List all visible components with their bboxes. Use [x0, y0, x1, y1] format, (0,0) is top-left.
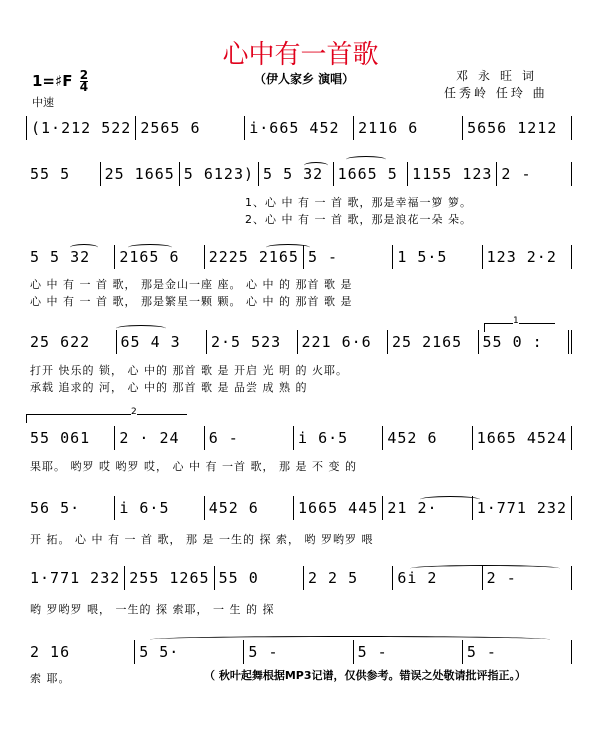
measure: 221 6·6: [298, 330, 389, 354]
measure: 452 6: [383, 426, 472, 450]
slur: [346, 156, 386, 163]
measure: 2 · 24: [115, 426, 204, 450]
lyric-line: 承载 追求的 河， 心 中的 那首 歌 是 品尝 成 熟 的: [30, 381, 308, 394]
measure: 1665 445: [294, 496, 383, 520]
key-signature: [32, 70, 88, 93]
footnote: （ 秋叶起舞根据MP3记谱，仅供参考。错误之处敬请批评指正。）: [204, 669, 526, 682]
time-signature: [80, 70, 88, 93]
measure: 6 -: [205, 426, 294, 450]
measure: i 6·5: [115, 496, 204, 520]
score-system: [26, 496, 572, 520]
measure: 55 061: [26, 426, 115, 450]
measure: 65 4 3: [117, 330, 208, 354]
tempo-marking: 中速: [32, 96, 54, 109]
measure: 55 0: [215, 566, 304, 590]
measure: 2565 6: [136, 116, 245, 140]
measure: 5 5 32: [26, 245, 115, 269]
lyric-line: 心 中 有 一 首 歌， 那是繁星一颗 颗。 心 中 的 那首 歌 是: [30, 295, 353, 308]
measure: 1665 5: [334, 162, 409, 186]
slur: [420, 496, 480, 503]
measure: 5 -: [244, 640, 353, 664]
volta-2-label: 2: [131, 407, 137, 417]
volta-bracket-2: [26, 407, 187, 423]
measure: 452 6: [205, 496, 294, 520]
score-system: [26, 162, 572, 186]
measure: 21 2·: [383, 496, 472, 520]
measure: 1·771 232: [26, 566, 125, 590]
lyric-line: 心 中 有 一 首 歌， 那是金山一座 座。 心 中 的 那首 歌 是: [30, 278, 353, 291]
slur: [266, 244, 310, 251]
measure: 2·5 523: [207, 330, 298, 354]
score-system: [26, 640, 572, 664]
lyricist-credit: 邓永旺词: [456, 69, 545, 83]
measure: 2 2 5: [304, 566, 393, 590]
song-title: 心中有一首歌: [222, 40, 379, 70]
measure: 5 5·: [135, 640, 244, 664]
slur: [116, 325, 166, 332]
slur: [304, 162, 328, 169]
lyric-line: 哟 罗哟罗 喂， 一生的 探 索耶， 一 生 的 探: [30, 603, 275, 616]
lyric-line: 开 拓。 心 中 有 一 首 歌， 那 是 一生的 探 索， 哟 罗哟罗 喂: [30, 533, 374, 546]
measure: 25 622: [26, 330, 117, 354]
time-top: 2: [79, 68, 89, 82]
measure: i 6·5: [294, 426, 383, 450]
measure: 1·771 232: [473, 496, 572, 520]
measure: 55 5: [26, 162, 101, 186]
measure: 25 1665: [101, 162, 180, 186]
lyric-line: 索 耶。: [30, 672, 71, 685]
measure: 255 1265: [125, 566, 214, 590]
measure: 5 5 32: [259, 162, 334, 186]
measure: 2 16: [26, 640, 135, 664]
measure: 6i 2: [393, 566, 482, 590]
measure: 56 5·: [26, 496, 115, 520]
measure: 2 -: [497, 162, 572, 186]
volta-1-label: 1: [513, 316, 519, 326]
measure: 5 -: [354, 640, 463, 664]
measure: 2 -: [483, 566, 572, 590]
lyric-line: 打开 快乐的 锁， 心 中的 那首 歌 是 开启 光 明 的 火耶。: [30, 364, 348, 377]
score-system: [26, 116, 572, 140]
measure: 123 2·2: [483, 245, 572, 269]
measure: 5 6123): [180, 162, 259, 186]
singer-credit: （伊人家乡 演唱）: [254, 72, 355, 86]
measure: 25 2165: [388, 330, 479, 354]
slur: [410, 565, 560, 572]
measure: 55 0 :: [479, 330, 573, 354]
composer-credit: 任秀岭 任玲 曲: [444, 86, 548, 100]
measure: (1·212 522: [26, 116, 136, 140]
measure: 2165 6: [115, 245, 204, 269]
tie: [150, 636, 550, 643]
measure: 5656 1212: [463, 116, 572, 140]
lyric-line: 1、心 中 有 一 首 歌，那是幸福一箩 箩。: [245, 196, 472, 209]
slur: [128, 244, 172, 251]
volta-bracket-1: [484, 316, 555, 332]
lyric-line: 果耶。 哟罗 哎 哟罗 哎， 心 中 有 一首 歌， 那 是 不 变 的: [30, 460, 357, 473]
key-label: 1=♯F: [32, 72, 73, 90]
measure: 5 -: [304, 245, 393, 269]
measure: 1155 123: [408, 162, 497, 186]
slur: [70, 244, 98, 251]
lyric-line: 2、心 中 有 一 首 歌，那是浪花一朵 朵。: [245, 213, 472, 226]
score-system: [26, 330, 572, 354]
measure: 1 5·5: [393, 245, 482, 269]
measure: i·665 452: [245, 116, 354, 140]
measure: 2116 6: [354, 116, 463, 140]
time-bottom: 4: [79, 80, 89, 94]
measure: 2225 2165: [205, 245, 304, 269]
measure: 5 -: [463, 640, 572, 664]
measure: 1665 4524: [473, 426, 572, 450]
score-system: [26, 426, 572, 450]
